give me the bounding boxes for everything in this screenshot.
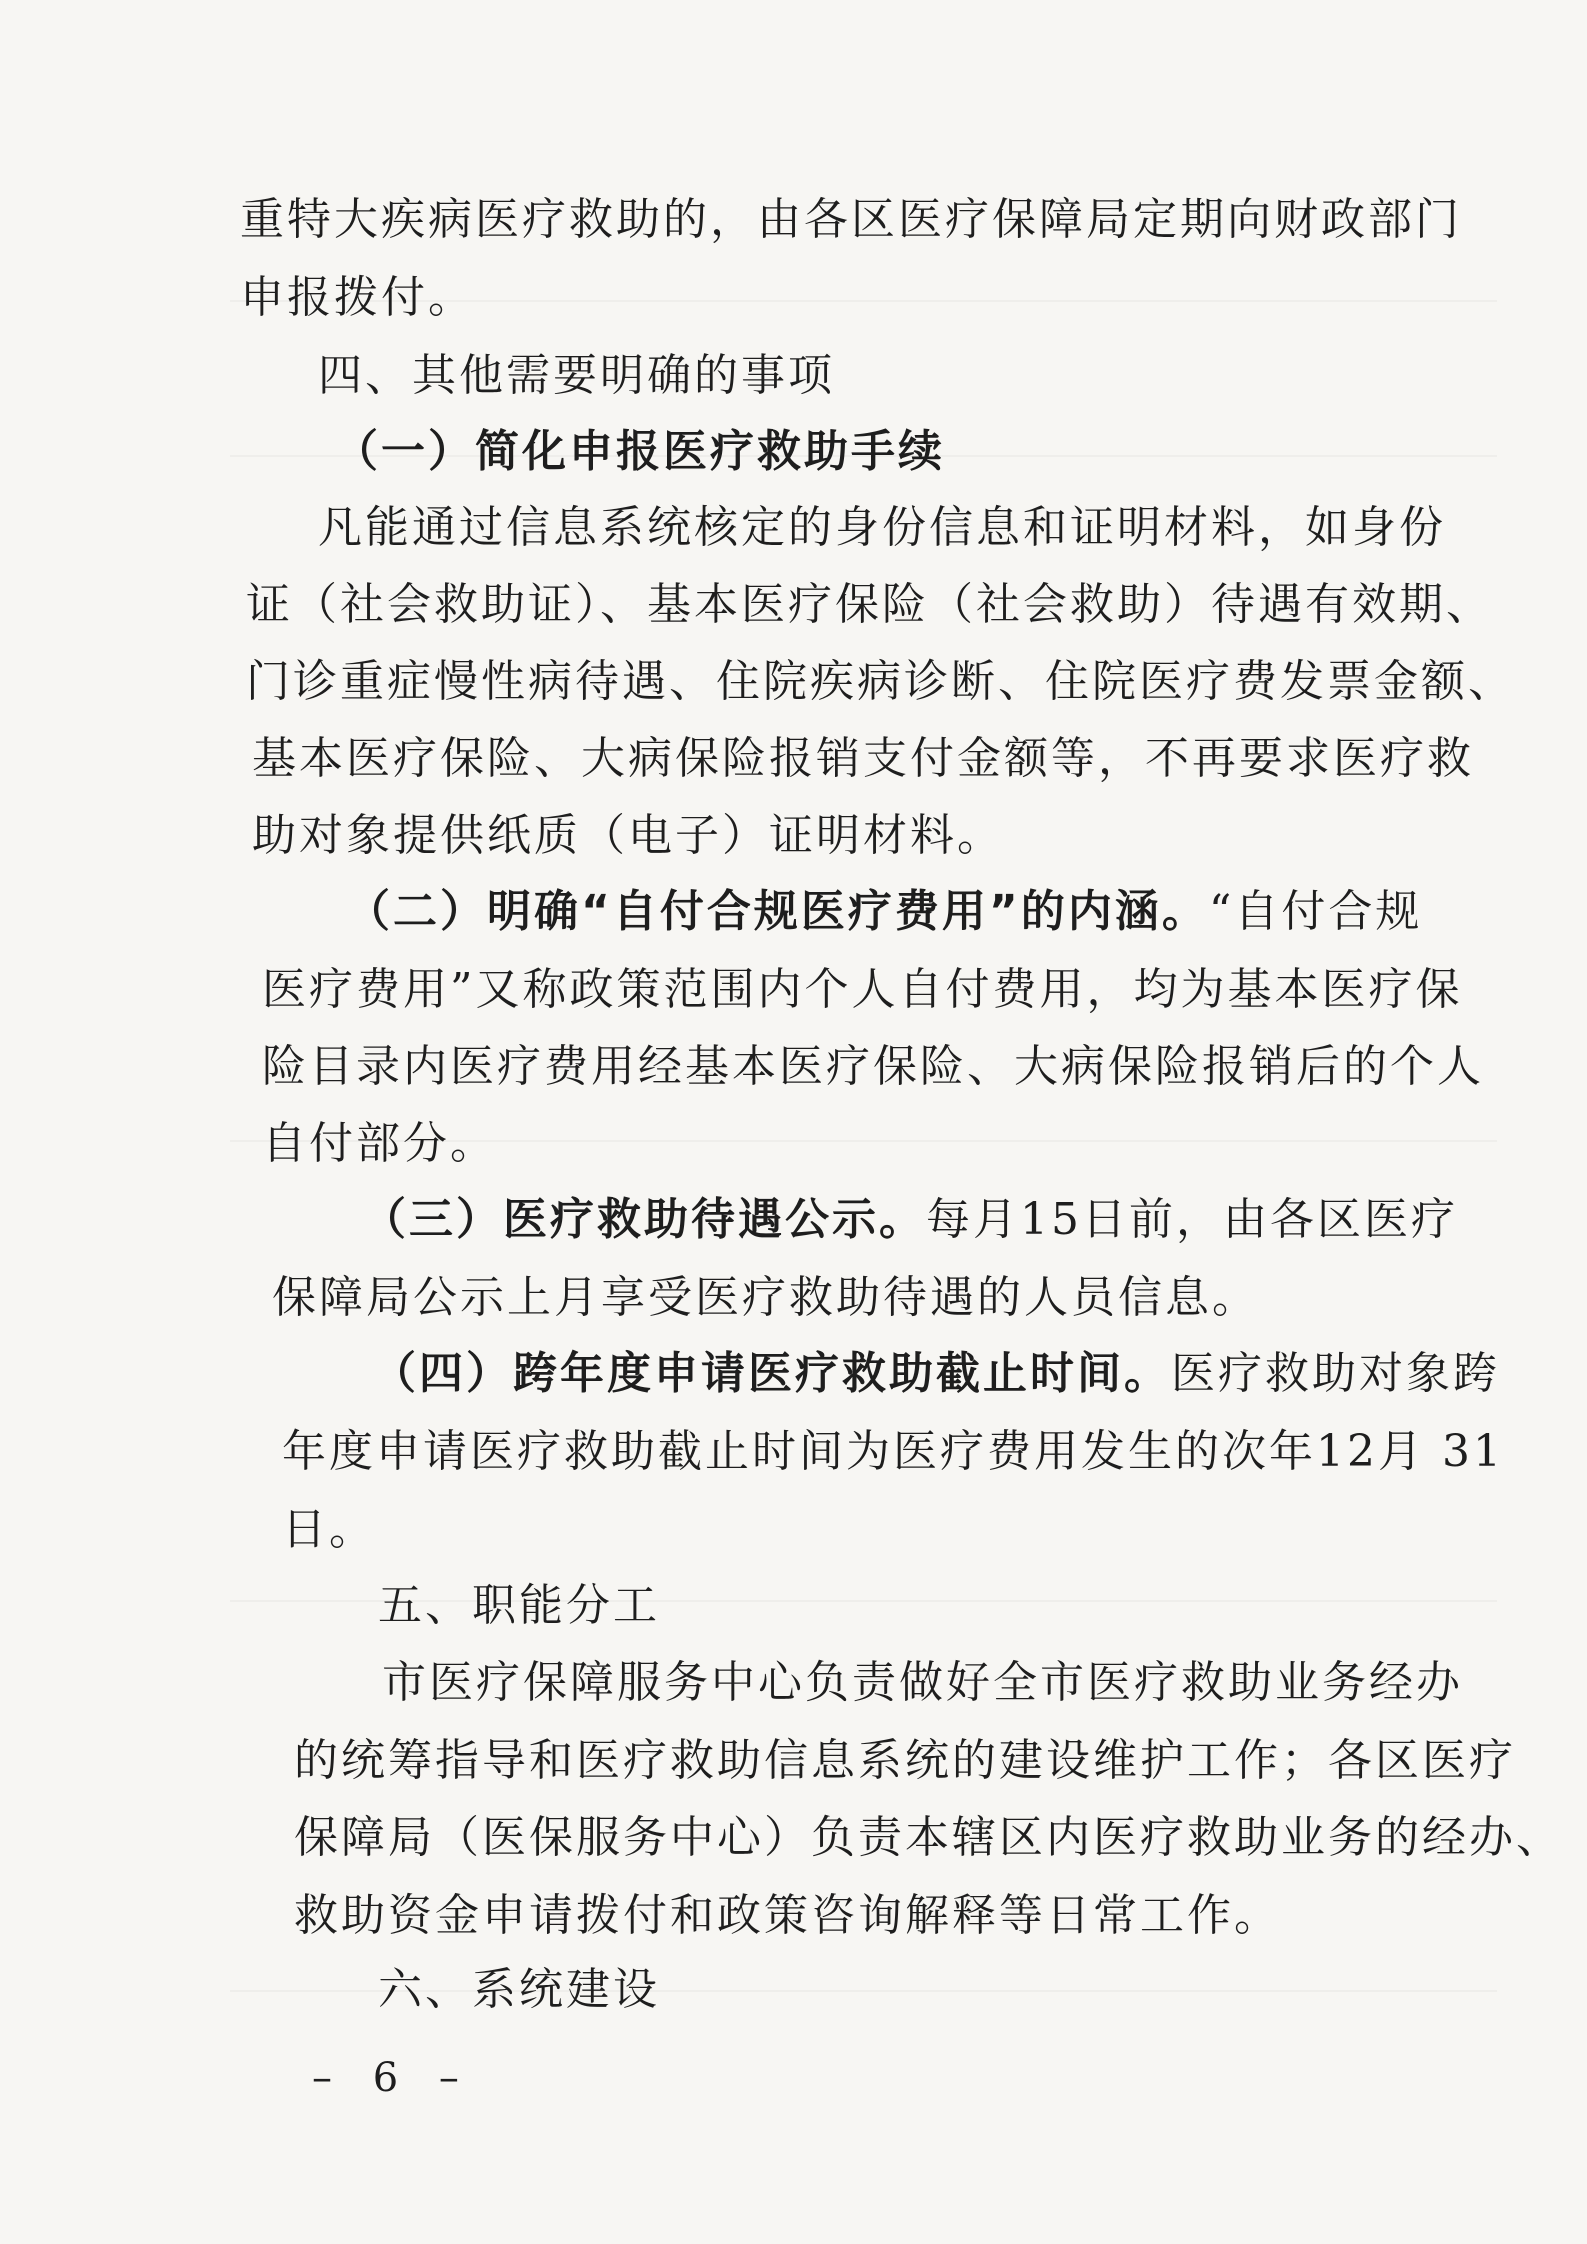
body-text-line: 的统筹指导和医疗救助信息系统的建设维护工作；各区医疗 — [294, 1735, 1516, 1786]
body-text-line: 自付部分。 — [262, 1118, 497, 1169]
body-text-line: 门诊重症慢性病待遇、住院疾病诊断、住院医疗费发票金额、 — [246, 656, 1515, 707]
body-text-span: 医疗救助对象跨 — [1171, 1348, 1500, 1399]
section-heading: 四、其他需要明确的事项 — [318, 350, 835, 401]
subsection-line — [372, 1346, 1500, 1402]
subsection-heading: （二）明确“自付合规医疗费用”的内涵。 — [346, 886, 1209, 937]
subsection-line — [346, 884, 1422, 940]
body-text-span: “自付合规 — [1208, 886, 1423, 937]
page-number: – 6 – — [312, 2055, 473, 2101]
section-heading: 六、系统建设 — [378, 1964, 660, 2015]
body-text-line: 保障局（医保服务中心）负责本辖区内医疗救助业务的经办、 — [294, 1812, 1563, 1863]
subsection-line — [362, 1192, 1458, 1248]
subsection-heading: （一）简化申报医疗救助手续 — [334, 426, 945, 477]
section-heading: 五、职能分工 — [378, 1580, 660, 1631]
body-text-line: 重特大疾病医疗救助的，由各区医疗保障局定期向财政部门 — [240, 194, 1462, 245]
body-text-line: 市医疗保障服务中心负责做好全市医疗救助业务经办 — [382, 1657, 1463, 1708]
body-text-line: 申报拨付。 — [240, 272, 475, 323]
body-text-line: 险目录内医疗费用经基本医疗保险、大病保险报销后的个人 — [262, 1041, 1484, 1092]
body-text-line: 基本医疗保险、大病保险报销支付金额等，不再要求医疗救 — [252, 733, 1474, 784]
body-text-line: 医疗费用”又称政策范围内个人自付费用，均为基本医疗保 — [262, 964, 1463, 1015]
body-text-line: 助对象提供纸质（电子）证明材料。 — [252, 810, 1004, 861]
body-text-line: 保障局公示上月享受医疗救助待遇的人员信息。 — [272, 1272, 1259, 1323]
body-text-line: 日。 — [282, 1504, 376, 1555]
body-text-line: 年度申请医疗救助截止时间为医疗费用发生的次年12月 31 — [282, 1426, 1504, 1477]
subsection-heading: （四）跨年度申请医疗救助截止时间。 — [372, 1348, 1171, 1399]
body-text-line: 证（社会救助证）、基本医疗保险（社会救助）待遇有效期、 — [246, 579, 1493, 630]
body-text-span: 每月15日前，由各区医疗 — [926, 1194, 1458, 1245]
subsection-heading: （三）医疗救助待遇公示。 — [362, 1194, 926, 1245]
body-text-line: 凡能通过信息系统核定的身份信息和证明材料，如身份 — [318, 502, 1446, 553]
body-text-line: 救助资金申请拨付和政策咨询解释等日常工作。 — [294, 1890, 1281, 1941]
